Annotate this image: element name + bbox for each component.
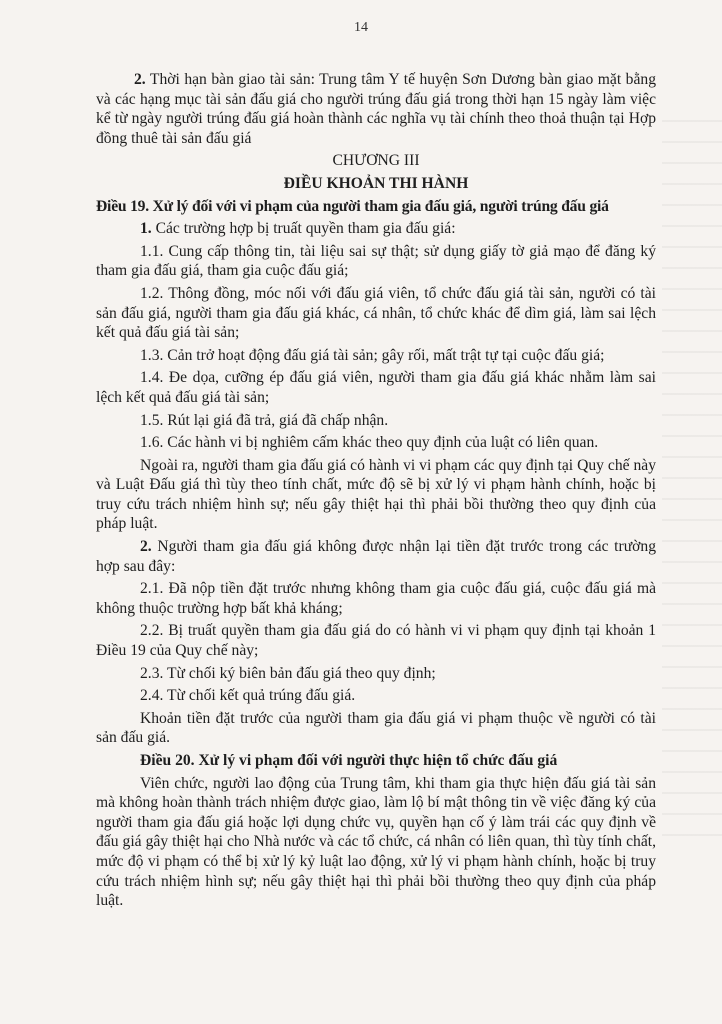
document-body — [96, 70, 656, 914]
clause-item-2-1: 2.1. Đã nộp tiền đặt trước nhưng không tham gia cuộc đấu giá, cuộc đấu giá mà không thuộc trường hợp bất khả kháng; — [96, 580, 656, 617]
clause-item-2-2: 2.2. Bị truất quyền tham gia đấu giá do có hành vi vi phạm quy định tại khoản 1 Điều 19 của Quy chế này; — [96, 622, 656, 660]
page-number: 14 — [354, 20, 368, 35]
clause-item-1-6: 1.6. Các hành vi bị nghiêm cấm khác theo quy định của luật có liên quan. — [140, 434, 599, 452]
article-19-heading: Điều 19. Xử lý đối với vi phạm của người tham gia đấu giá, người trúng đấu giá — [96, 197, 609, 215]
clause-item-1-2: 1.2. Thông đồng, móc nối với đấu giá viên, tổ chức đấu giá tài sản, người có tài sản đấu giá, người tham gia đấu giá khác, cá nhân, tổ chức khác để dìm giá, làm sai lệch kết quả đấu giá tài sản; — [96, 284, 656, 342]
clause-item-1-3: 1.3. Cản trở hoạt động đấu giá tài sản; gây rối, mất trật tự tại cuộc đấu giá; — [140, 346, 605, 364]
clause-1-text: Các trường hợp bị truất quyền tham gia đấu giá: — [151, 220, 456, 238]
article-19-clause-1 — [96, 219, 656, 239]
section-2-paragraph — [96, 70, 656, 148]
article-19-clause-2 — [96, 537, 656, 576]
article-20-paragraph: Viên chức, người lao động của Trung tâm, khi tham gia thực hiện đấu giá tài sản mà không hoàn thành trách nhiệm được giao, làm lộ bí mật thông tin về việc đăng ký của người tham gia đấu giá hoặc lợi dụng chức vụ, quyền hạn cố ý làm trái các quy định về đấu giá gây thiệt hại cho Nhà nước và các tổ chức, cá nhân có liên quan, thì tùy tính chất, mức độ vi phạm có thể bị xử lý kỷ luật lao động, xử lý vi phạm hành chính, hoặc bị truy cứu trách nhiệm hình sự; nếu gây thiệt hại thì phải bồi thường theo quy định của pháp luật. — [96, 774, 656, 910]
chapter-label: CHƯƠNG III — [332, 152, 420, 170]
clause-item-2-4: 2.4. Từ chối kết quả trúng đấu giá. — [140, 687, 356, 705]
clause-1-number: 1. — [140, 220, 152, 238]
clause-2-extra-paragraph: Khoản tiền đặt trước của người tham gia đấu giá vi phạm thuộc về người có tài sản đấu giá. — [96, 709, 656, 747]
article-20-heading: Điều 20. Xử lý vi phạm đối với người thực hiện tổ chức đấu giá — [140, 752, 558, 769]
clause-item-1-4: 1.4. Đe dọa, cưỡng ép đấu giá viên, người tham gia đấu giá khác nhằm làm sai lệch kết quả đấu giá tài sản; — [96, 369, 656, 406]
section-2-number: 2. — [134, 71, 146, 88]
section-2-text: Thời hạn bàn giao tài sản: Trung tâm Y tế huyện Sơn Dương bàn giao mặt bằng và các hạng mục tài sản đấu giá cho người trúng đấu giá trong thời hạn 15 ngày làm việc kể từ ngày người trúng đấu giá hoàn thành các nghĩa vụ tài chính theo thoả thuận tại Hợp đồng thuê tài sản đấu giá — [96, 71, 656, 147]
clause-item-1-5: 1.5. Rút lại giá đã trả, giá đã chấp nhận. — [140, 411, 389, 429]
clause-2-text: Người tham gia đấu giá không được nhận lại tiền đặt trước trong các trường hợp sau đây: — [96, 538, 656, 575]
clause-item-1-1: 1.1. Cung cấp thông tin, tài liệu sai sự thật; sử dụng giấy tờ giả mạo để đăng ký tham gia đấu giá, tham gia cuộc đấu giá; — [96, 242, 656, 280]
show-through-shadow — [662, 120, 722, 840]
chapter-title: ĐIỀU KHOẢN THI HÀNH — [283, 174, 469, 192]
clause-1-extra-paragraph: Ngoài ra, người tham gia đấu giá có hành vi vi phạm các quy định tại Quy chế này và Luật Đấu giá thì tùy theo tính chất, mức độ sẽ bị xử lý vi phạm hành chính, hoặc bị truy cứu trách nhiệm hình sự; nếu gây thiệt hại thì phải bồi thường theo quy định của pháp luật. — [96, 456, 656, 533]
clause-item-2-3: 2.3. Từ chối ký biên bản đấu giá theo quy định; — [140, 664, 436, 682]
clause-2-number: 2. — [140, 538, 152, 556]
